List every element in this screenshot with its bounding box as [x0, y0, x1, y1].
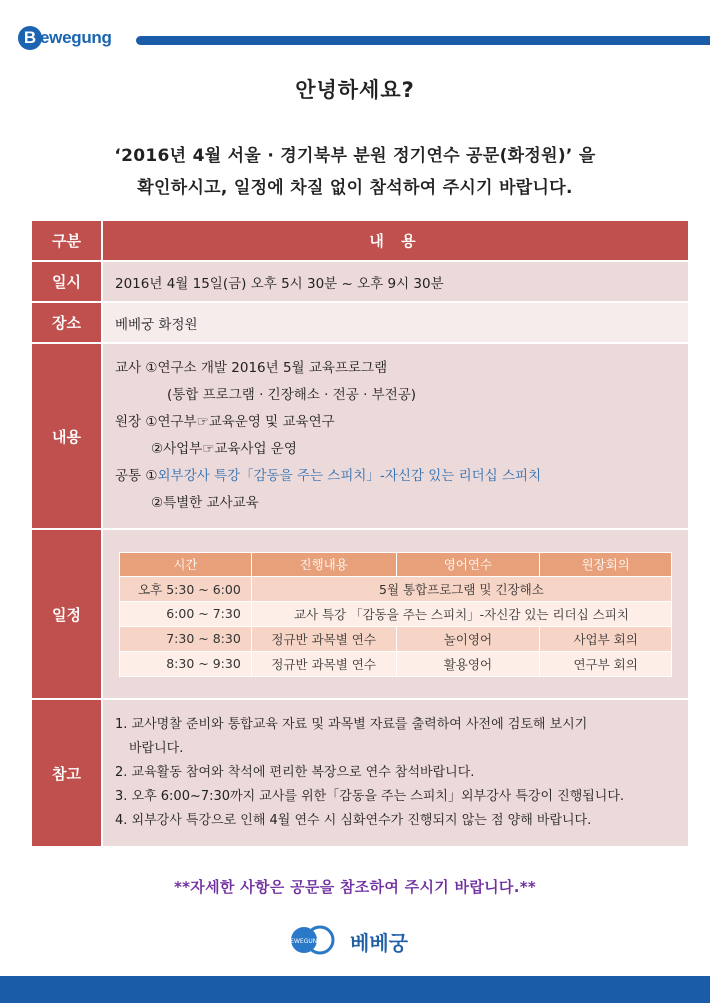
note-3: 3. 오후 6:00~7:30까지 교사를 위한「감동을 주는 스피치」외부강사 특강이 진행됩니다.	[115, 789, 625, 804]
intro-line-1: ‘2016년 4월 서울 · 경기북부 분원 정기연수 공문(화정원)’ 을	[114, 146, 596, 166]
content-row	[32, 344, 688, 530]
note-1: 1. 교사명찰 준비와 통합교육 자료 및 과목별 자료를 출력하여 사전에 검토해 보시기	[115, 717, 588, 732]
brand-mark-icon	[286, 926, 346, 954]
schedule-value	[103, 530, 688, 698]
datetime-row	[32, 262, 688, 303]
info-table	[32, 221, 688, 846]
header-label: 구분	[32, 221, 103, 260]
schedule-content: 정규반 과목별 연수	[251, 626, 396, 651]
page-header	[0, 0, 710, 60]
content-common-1	[115, 463, 541, 490]
place-label: 장소	[32, 303, 103, 342]
notes-row	[32, 700, 688, 846]
schedule-col-meeting: 원장회의	[540, 552, 672, 576]
datetime-value: 2016년 4월 15일(금) 오후 5시 30분 ~ 오후 9시 30분	[103, 262, 688, 301]
schedule-english: 놀이영어	[396, 626, 540, 651]
brand-mark-text: BEWEGUNG	[286, 938, 322, 945]
datetime-label: 일시	[32, 262, 103, 301]
schedule-row-2	[120, 601, 672, 626]
schedule-time: 오후 5:30 ~ 6:00	[120, 576, 252, 601]
content-teacher: 교사 ①연구소 개발 2016년 5월 교육프로그램	[115, 360, 388, 376]
brand-logo	[286, 922, 430, 956]
footer-note: **자세한 사항은 공문을 참조하여 주시기 바랍니다.**	[174, 878, 536, 896]
content-common-prefix: 공통 ①	[115, 468, 158, 484]
table-header-row	[32, 221, 688, 262]
footer-bar	[0, 976, 710, 1003]
notes-label: 참고	[32, 700, 103, 846]
content-value	[103, 344, 688, 528]
schedule-col-content: 진행내용	[251, 552, 396, 576]
content-common-lecture: 외부강사 특강「감동을 주는 스피치」-자신감 있는 리더십 스피치	[157, 468, 542, 484]
place-value: 베베궁 화정원	[103, 303, 688, 342]
schedule-row-3	[120, 626, 672, 651]
note-4: 4. 외부강사 특강으로 인해 4월 연수 시 심화연수가 진행되지 않는 점 양해 바랍니다.	[115, 813, 592, 828]
schedule-label: 일정	[32, 530, 103, 698]
schedule-col-time: 시간	[120, 552, 252, 576]
note-1-cont: 바랍니다.	[129, 741, 184, 756]
content-director-1: 원장 ①연구부☞교육운영 및 교육연구	[115, 414, 335, 430]
bewegung-logo	[18, 24, 128, 54]
greeting-title: 안녕하세요?	[295, 78, 415, 102]
logo-mark: B	[18, 26, 42, 50]
brand-name: 베베궁	[350, 931, 408, 955]
place-row	[32, 303, 688, 344]
schedule-row-1	[120, 576, 672, 601]
schedule-meeting: 연구부 회의	[540, 651, 672, 676]
content-director-2: ②사업부☞교육사업 운영	[151, 441, 297, 457]
content-label: 내용	[32, 344, 103, 528]
schedule-table	[119, 552, 672, 677]
schedule-row-4	[120, 651, 672, 676]
schedule-col-english: 영어연수	[396, 552, 540, 576]
notes-value	[103, 700, 688, 846]
schedule-time: 7:30 ~ 8:30	[120, 626, 252, 651]
note-2: 2. 교육활동 참여와 착석에 편리한 복장으로 연수 참석바랍니다.	[115, 765, 475, 780]
schedule-time: 8:30 ~ 9:30	[120, 651, 252, 676]
intro-line-2: 확인하시고, 일정에 차질 없이 참석하여 주시기 바랍니다.	[137, 178, 573, 198]
content-teacher-sub: (통합 프로그램 · 긴장해소 · 전공 · 부전공)	[167, 387, 417, 403]
schedule-content: 교사 특강 「감동을 주는 스피치」-자신감 있는 리더십 스피치	[251, 601, 671, 626]
schedule-content: 5월 통합프로그램 및 긴장해소	[251, 576, 671, 601]
schedule-row	[32, 530, 688, 700]
header-content: 내 용	[103, 221, 688, 260]
schedule-header-row	[120, 552, 672, 576]
intro-text	[0, 140, 710, 204]
content-common-2: ②특별한 교사교육	[151, 495, 259, 511]
schedule-meeting: 사업부 회의	[540, 626, 672, 651]
schedule-content: 정규반 과목별 연수	[251, 651, 396, 676]
logo-text: ewegung	[40, 28, 112, 47]
schedule-time: 6:00 ~ 7:30	[120, 601, 252, 626]
header-bar	[136, 36, 710, 45]
schedule-english: 활용영어	[396, 651, 540, 676]
